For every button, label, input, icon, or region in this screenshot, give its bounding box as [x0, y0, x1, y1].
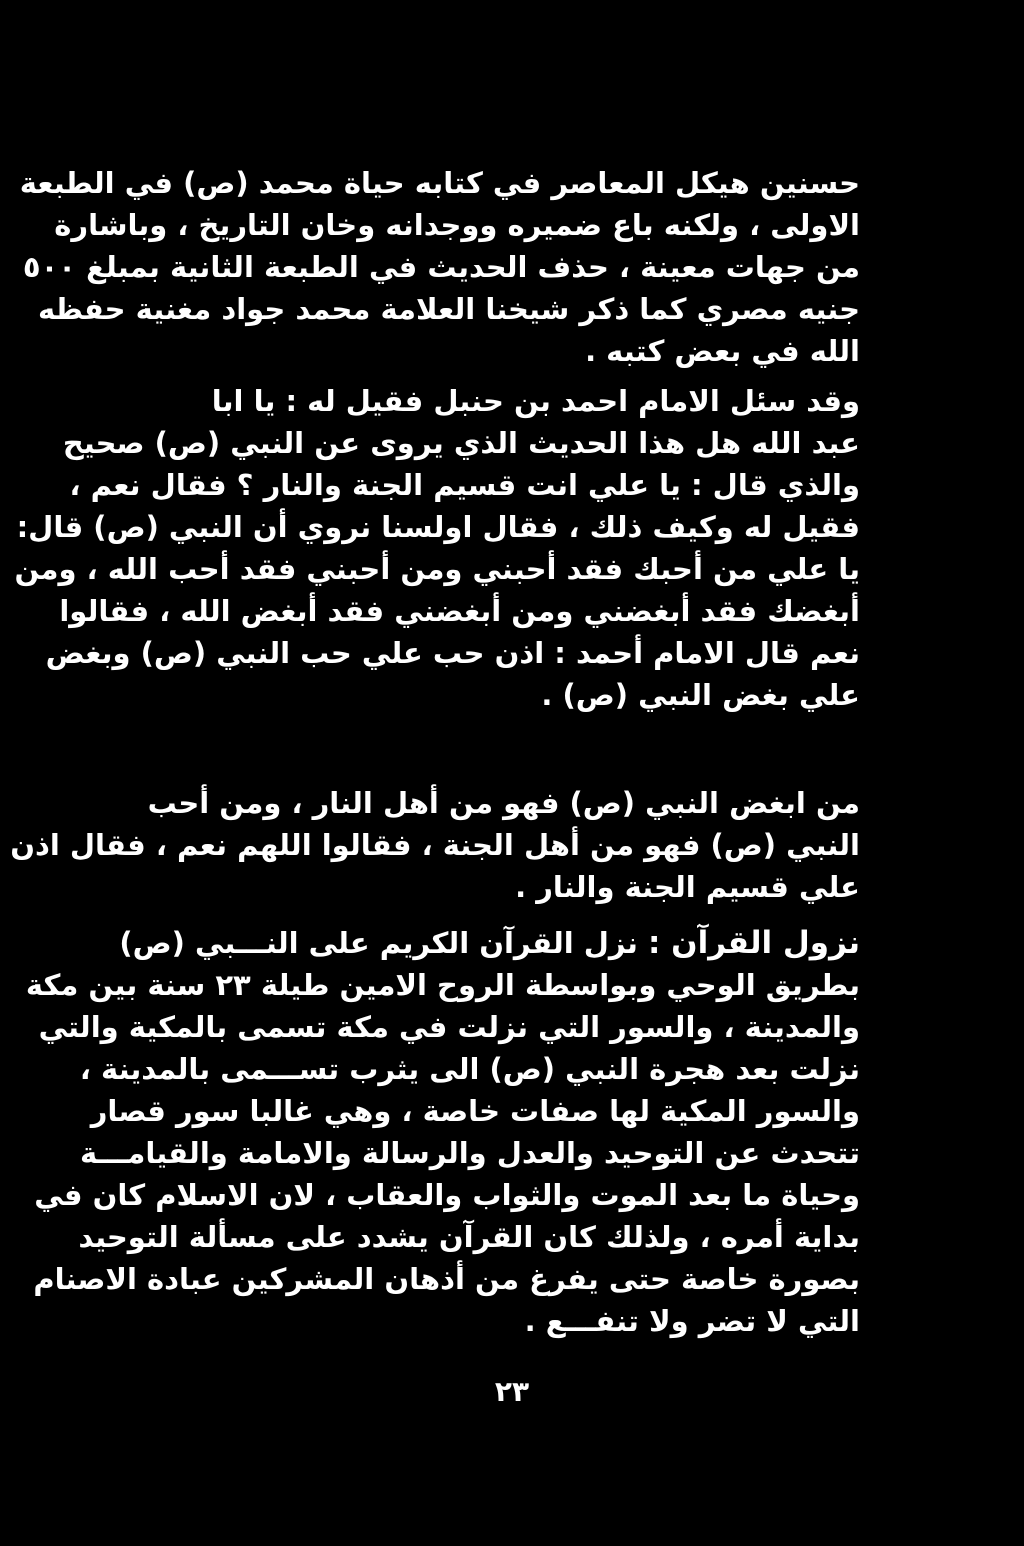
- paragraph-4: [25, 922, 860, 1342]
- text-line: علي قسيم الجنة والنار .: [515, 870, 860, 904]
- text-line: فقيل له وكيف ذلك ، فقال اولسنا نروي أن النبي (ص) قال:: [16, 510, 860, 544]
- paragraph-3: [10, 782, 860, 908]
- page-number: ٢٣: [494, 1375, 530, 1408]
- text-line-with-heading: [119, 922, 860, 964]
- text-line: والمدينة ، والسور التي نزلت في مكة تسمى بالمكية والتي: [38, 1010, 860, 1044]
- text-line: بصورة خاصة حتى يفرغ من أذهان المشركين عبادة الاصنام: [33, 1262, 860, 1296]
- text-line: والسور المكية لها صفات خاصة ، وهي غالبا سور قصار: [90, 1094, 860, 1128]
- text-line: أبغضك فقد أبغضني ومن أبغضني فقد أبغض الله ، فقالوا: [59, 594, 860, 628]
- text-line: تتحدث عن التوحيد والعدل والرسالة والامامة والقيامـــة: [80, 1136, 860, 1170]
- text-line: الاولى ، ولكنه باع ضميره ووجدانه وخان التاريخ ، وباشارة: [54, 208, 860, 242]
- text-line: علي بغض النبي (ص) .: [541, 678, 860, 712]
- text-line: يا علي من أحبك فقد أحبني ومن أحبني فقد أحب الله ، ومن: [14, 552, 860, 586]
- text-line: عبد الله هل هذا الحديث الذي يروى عن النبي (ص) صحيح: [62, 426, 860, 460]
- text-line: نزل القرآن الكريم على النـــبي (ص): [119, 926, 638, 960]
- text-line: والذي قال : يا علي انت قسيم الجنة والنار ؟ فقال نعم ،: [69, 468, 860, 502]
- text-line: جنيه مصري كما ذكر شيخنا العلامة محمد جواد مغنية حفظه: [37, 292, 860, 326]
- text-line: وحياة ما بعد الموت والثواب والعقاب ، لان الاسلام كان في: [34, 1178, 860, 1212]
- text-line: حسنين هيكل المعاصر في كتابه حياة محمد (ص) في الطبعة: [19, 166, 860, 200]
- text-line: بداية أمره ، ولذلك كان القرآن يشدد على مسألة التوحيد: [78, 1220, 860, 1254]
- text-line: بطريق الوحي وبواسطة الروح الامين طيلة ٢٣ سنة بين مكة: [25, 968, 860, 1002]
- text-line: النبي (ص) فهو من أهل الجنة ، فقالوا اللهم نعم ، فقال اذن: [10, 828, 860, 862]
- paragraph-2: [14, 380, 860, 716]
- text-line: نزلت بعد هجرة النبي (ص) الى يثرب تســـمى بالمدينة ،: [79, 1052, 860, 1086]
- text-line: التي لا تضر ولا تنفـــع .: [524, 1304, 860, 1338]
- text-line: من ابغض النبي (ص) فهو من أهل النار ، ومن أحب: [147, 786, 860, 820]
- text-line: وقد سئل الامام احمد بن حنبل فقيل له : يا ابا: [211, 384, 860, 418]
- paragraph-1: [19, 162, 860, 372]
- text-line: الله في بعض كتبه .: [585, 334, 860, 368]
- text-line: من جهات معينة ، حذف الحديث في الطبعة الثانية بمبلغ ٥٠٠: [22, 250, 860, 284]
- section-heading: نزول القرآن :: [647, 925, 860, 961]
- text-line: نعم قال الامام أحمد : اذن حب علي حب النبي (ص) وبغض: [45, 636, 860, 670]
